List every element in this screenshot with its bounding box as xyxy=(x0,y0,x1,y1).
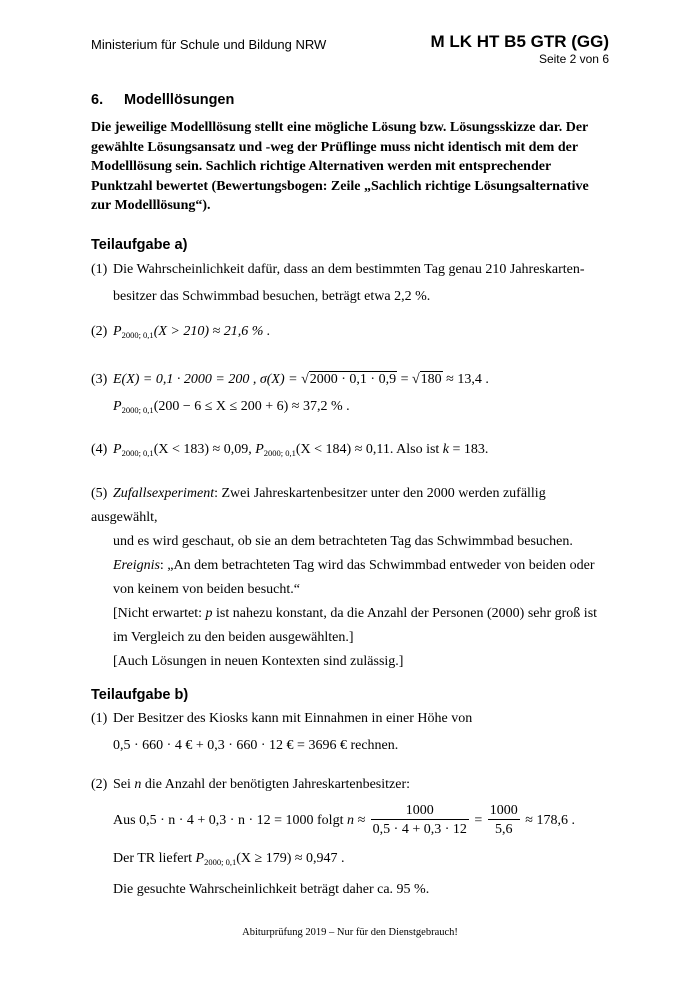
header-course-code: M LK HT B5 GTR (GG) xyxy=(430,32,609,51)
part-a-item-1: (1) Die Wahrscheinlichkeit dafür, dass an dem bestimmten Tag genau 210 Jahreskarten- besitzer das Schwimmbad besuchen, beträgt etwa 2,2 %. xyxy=(91,262,585,304)
part-b-item-2: (2) Sei n die Anzahl der benötigten Jahreskartenbesitzer: Aus 0,5 · n · 4 + 0,3 · n · 12 = 1000 folgt n ≈ $\frac{1000}{0,5 \cdot 4 + 0,3 \cdot 12}$ = $\frac{1000}{5,6}$ ≈ 178,6 . Der TR liefert $P_{2000; 0,1}(X \ge 179) \approx 0,947$ . Die gesuchte Wahrscheinlichkeit beträgt daher ca. 95 %. xyxy=(91,777,575,897)
section-title xyxy=(91,92,234,108)
part-a-item-3: (3) E(X) = 0,1 · 2000 = 200 , σ(X) = √2000 · 0,1 · 0,9 = √180 ≈ 13,4 . $P_{2000; 0,1}(200 - 6 \le X \le 200 + 6) \approx 37,2$ % . xyxy=(91,372,489,415)
revenue-formula: 0,5 · 660 · 4 € + 0,3 · 660 · 12 € = 3696 € xyxy=(113,738,347,753)
part-a-title: Teilaufgabe a) xyxy=(91,237,188,253)
part-b-title: Teilaufgabe b) xyxy=(91,687,189,703)
sqrt-expression: 2000 · 0,1 · 0,9 xyxy=(309,372,397,387)
header-ministry: Ministerium für Schule und Bildung NRW xyxy=(91,37,327,52)
part-a-item-4: (4) $P_{2000; 0,1}(X < 183) \approx 0,09$, $P_{2000; 0,1}(X < 184) \approx 0,11$. Also ist k = 183. xyxy=(91,442,489,458)
part-a-item-5: (5) Zufallsexperiment: Zwei Jahreskartenbesitzer unter den 2000 werden zufällig ausgewählt, und es wird geschaut, ob sie an dem betrachteten Tag das Schwimmbad besuchen. Ereignis: „An dem betrachteten Tag wird das Schwimmbad entweder von beiden oder von keinem von beiden besucht.“ [Nicht erwartet: p ist nahezu konstant, da die Anzahl der Personen (2000) sehr groß ist im Vergleich zu den beiden ausgewählten.] [Auch Lösungen in neuen Kontexten sind zulässig.] xyxy=(91,486,598,669)
event-label: Ereignis xyxy=(113,558,160,573)
header-page-number: Seite 2 von 6 xyxy=(538,52,609,66)
part-b-item-1: (1) Der Besitzer des Kiosks kann mit Einnahmen in einer Höhe von 0,5 · 660 · 4 € + 0,3 · 660 · 12 € = 3696 € rechnen. xyxy=(91,711,473,753)
section-intro: Die jeweilige Modelllösung stellt eine mögliche Lösung bzw. Lösungsskizze dar. Der gewählte Lösungsansatz und -weg der Prüflinge muss nicht identisch mit dem der Modelllösung sein. Sachlich richtige Alternativen werden mit entsprechender Punktzahl bewertet (Bewertungsbogen: Zeile „Sachlich richtige Lösungsalternative zur Modelllösung“). xyxy=(91,120,589,213)
fraction-1: $\frac{1000}{0,5 \cdot 4 + 0,3 \cdot 12}$ xyxy=(372,803,467,838)
fraction-2: $\frac{1000}{5,6}$ xyxy=(489,803,518,838)
part-a-item-2: (2) $P_{2000; 0,1}(X > 210) \approx 21,6$ % . xyxy=(91,324,271,340)
section-number: 6. xyxy=(91,92,104,108)
section-title-text: Modelllösungen xyxy=(124,92,235,108)
page-footer: Abiturprüfung 2019 – Nur für den Dienstgebrauch! xyxy=(242,927,458,938)
experiment-label: Zufallsexperiment xyxy=(113,486,215,501)
